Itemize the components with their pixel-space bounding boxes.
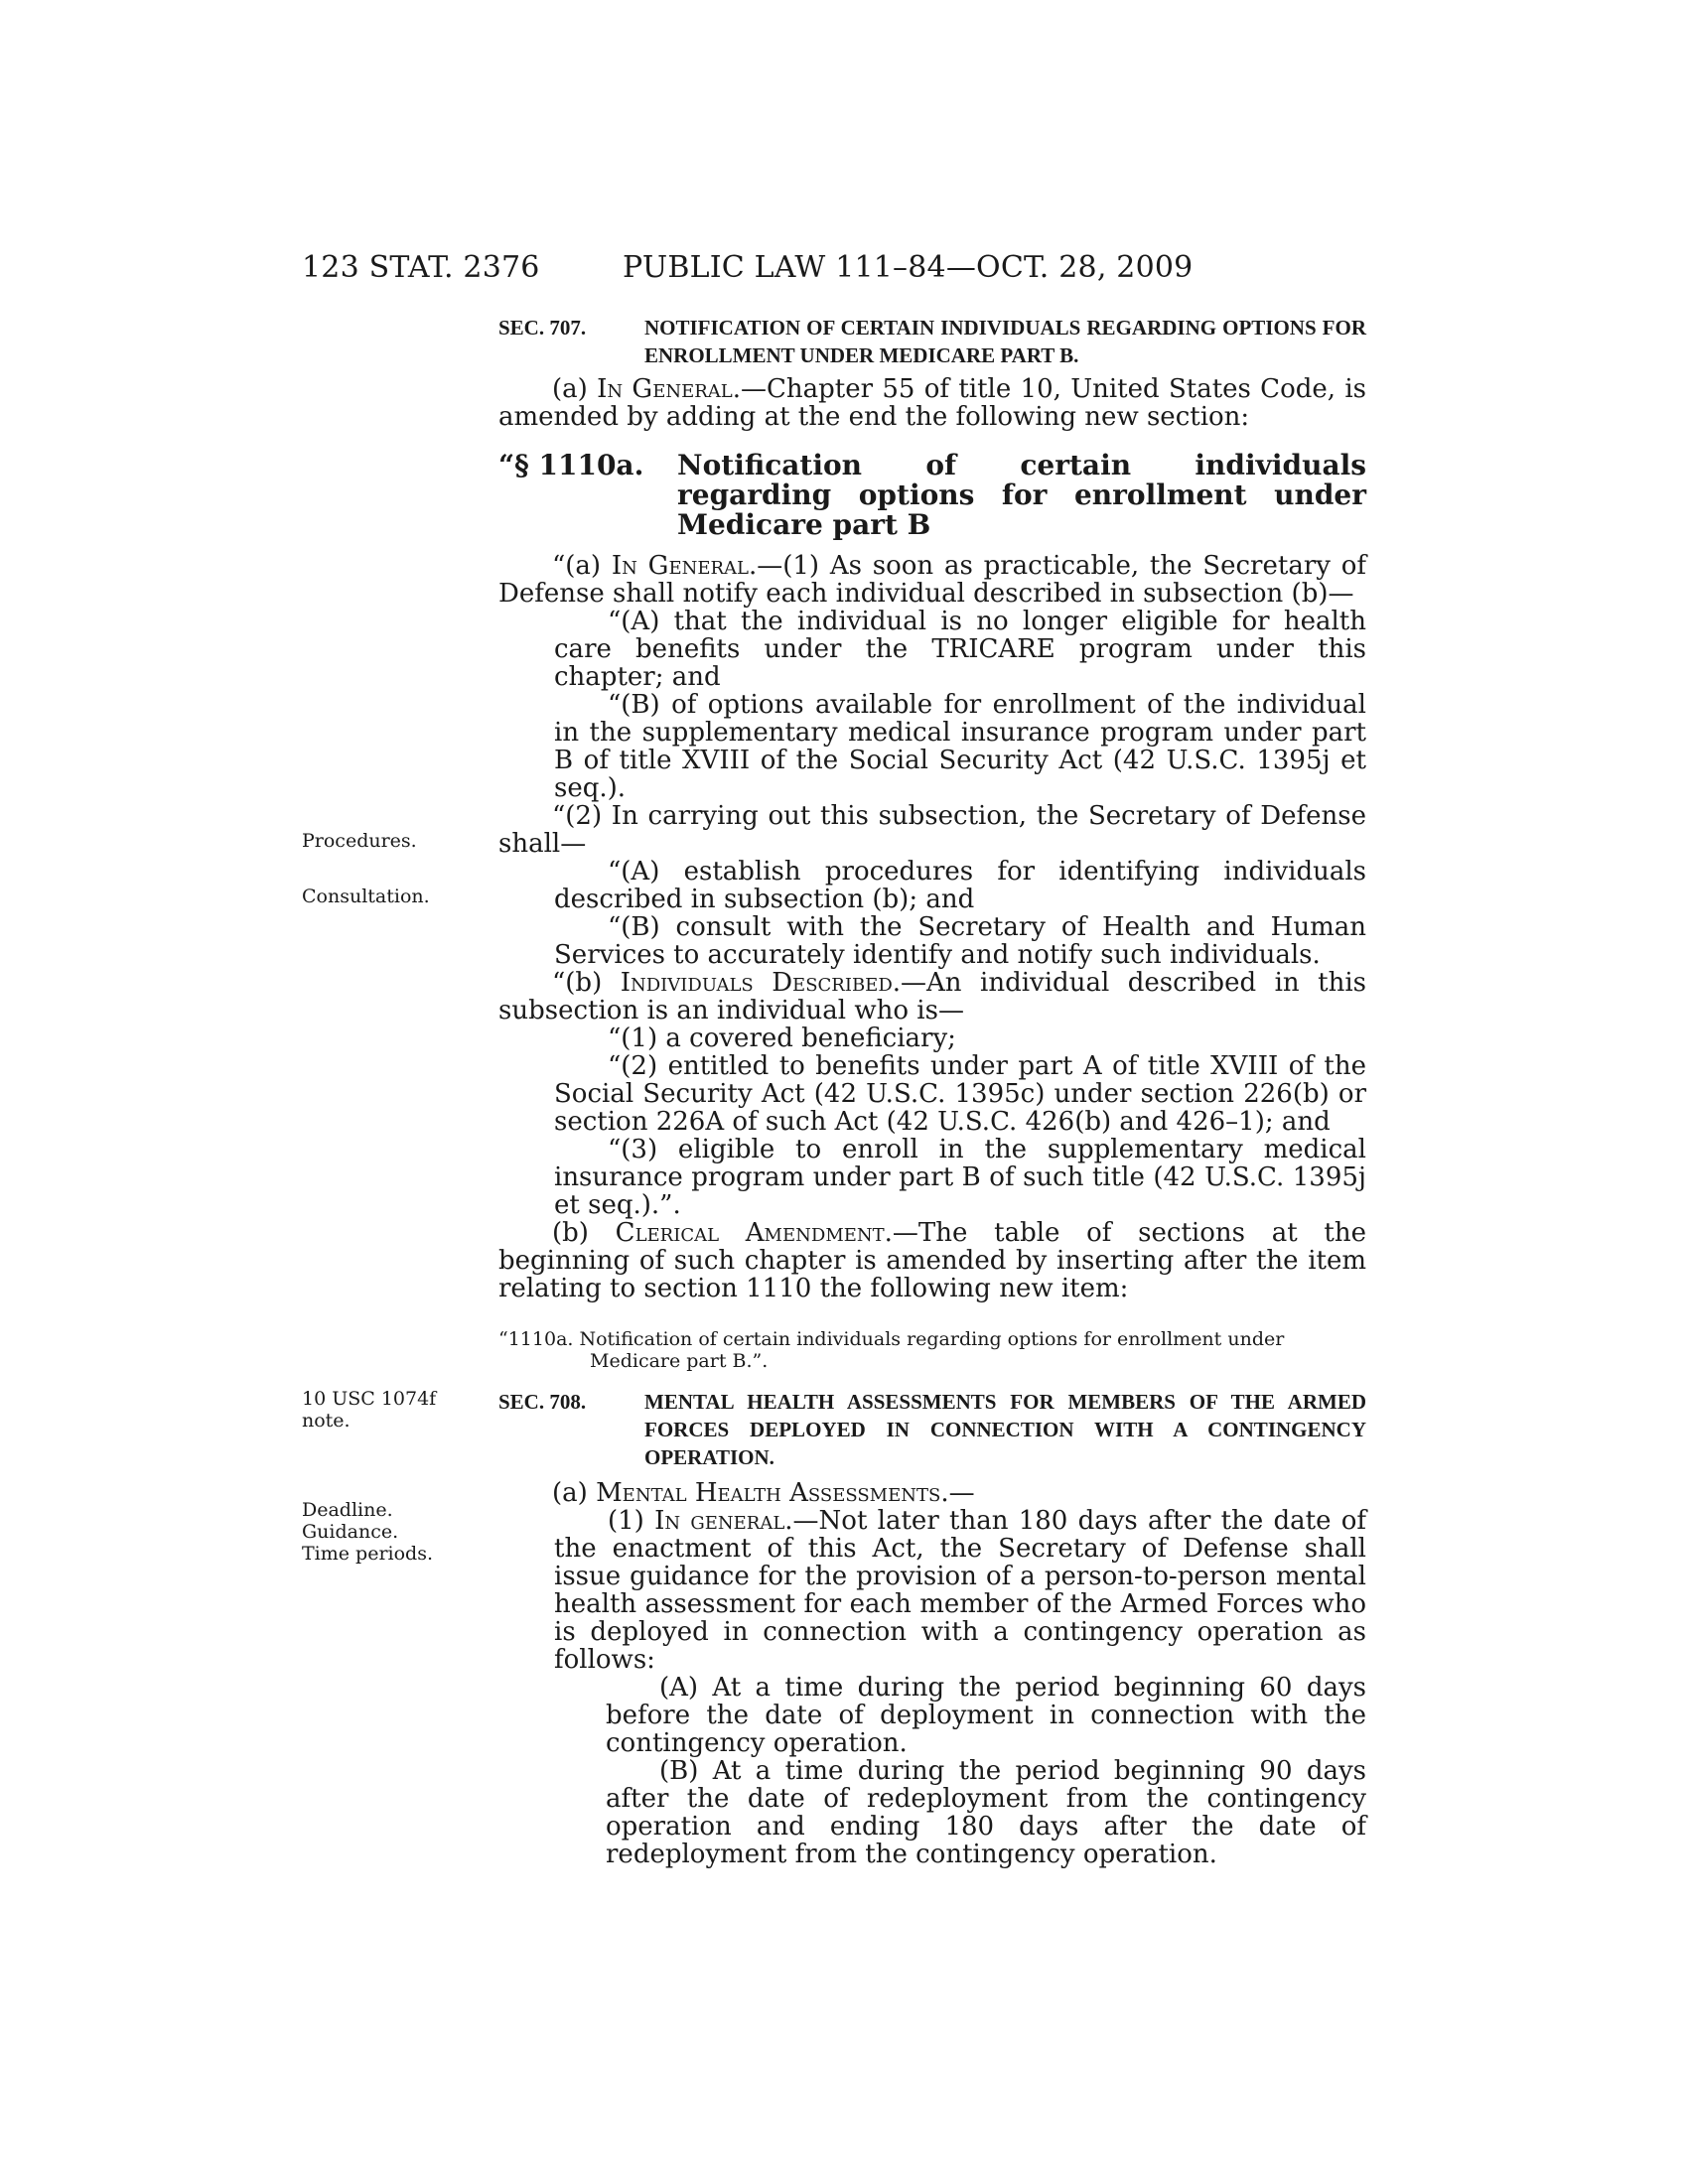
margin-note-guidance: Guidance. (302, 1521, 399, 1543)
margin-note-usc (302, 1388, 436, 1432)
quoted-a-2-B: “(B) consult with the Secretary of Health and Human Services to accurately identify and notify such individuals. (554, 912, 1366, 970)
statute-page-number: 123 STAT. 2376 (302, 250, 540, 285)
section-707-heading: SEC. 707. NOTIFICATION OF CERTAIN INDIVIDUALS REGARDING OPTIONS FOR ENROLLMENT UNDER MEDICARE PART B. (498, 316, 1366, 367)
sec708-a-1: (1) In general.—Not later than 180 days after the date of the enactment of this Act, the Secretary of Defense shall issue guidance for the provision of a person-to-person mental health assessment for each member of the Armed Forces who is deployed in connection with a contingency operation as follows: (554, 1506, 1367, 1675)
margin-note-deadline: Deadline. (302, 1499, 393, 1521)
table-of-sections-item: “1110a. Notification of certain individuals regarding options for enrollment under Medicare part B.”. (498, 1328, 1285, 1372)
section-708-heading: SEC. 708. MENTAL HEALTH ASSESSMENTS FOR MEMBERS OF THE ARMED FORCES DEPLOYED IN CONNECTION WITH A CONTINGENCY OPERATION. (498, 1390, 1366, 1469)
quoted-b-3: “(3) eligible to enroll in the supplementary medical insurance program under part B of such title (42 U.S.C. 1395j et seq.).”. (554, 1135, 1366, 1220)
sec708-a-1-A: (A) At a time during the period beginning 60 days before the date of deployment in connection with the contingency operation. (606, 1673, 1366, 1758)
sec707-b-clerical-amendment: (b) Clerical Amendment.—The table of sections at the beginning of such chapter is amended by inserting after the item relating to section 1110 the following new item: (498, 1218, 1366, 1303)
margin-note-time-periods: Time periods. (302, 1543, 434, 1565)
sec707-a-paragraph: (a) In General.—Chapter 55 of title 10, United States Code, is amended by adding at the end the following new section: (498, 374, 1366, 432)
quoted-b-2: “(2) entitled to benefits under part A of title XVIII of the Social Security Act (42 U.S.C. 1395c) under section 226(b) or section 226A of such Act (42 U.S.C. 426(b) and 426–1); and (554, 1051, 1366, 1137)
new-section-1110a-heading: “§ 1110a. Notification of certain individuals regarding options for enrollment under Medicare part B (498, 449, 1366, 541)
margin-note-consultation: Consultation. (302, 886, 430, 907)
quoted-a-paragraph: “(a) In General.—(1) As soon as practicable, the Secretary of Defense shall notify each individual described in subsection (b)— (498, 551, 1366, 609)
margin-note-usc-line1: 10 USC 1074f (302, 1388, 437, 1410)
margin-note-deadline-group (302, 1499, 433, 1565)
quoted-a-1-A: “(A) that the individual is no longer eligible for health care benefits under the TRICARE program under this chapter; and (554, 607, 1366, 692)
sec708-a-paragraph: (a) Mental Health Assessments.— (552, 1478, 975, 1508)
quoted-a-1-B: “(B) of options available for enrollment of the individual in the supplementary medical insurance program under part B of title XVIII of the Social Security Act (42 U.S.C. 1395j et seq.). (554, 690, 1366, 803)
section-707 (498, 314, 1366, 1372)
margin-note-usc-line2: note. (302, 1410, 351, 1432)
quoted-b-paragraph: “(b) Individuals Described.—An individual described in this subsection is an individual who is— (498, 968, 1366, 1025)
margin-note-procedures: Procedures. (302, 830, 417, 852)
section-708 (498, 1388, 1366, 1868)
sec708-a-1-B: (B) At a time during the period beginning 90 days after the date of redeployment from the contingency operation and ending 180 days after the date of redeployment from the contingency operation. (606, 1756, 1366, 1869)
public-law-header: PUBLIC LAW 111–84—OCT. 28, 2009 (623, 250, 1194, 285)
quoted-a-2: “(2) In carrying out this subsection, the Secretary of Defense shall— (498, 801, 1366, 859)
quoted-a-2-A: “(A) establish procedures for identifying individuals described in subsection (b); and (554, 857, 1366, 914)
quoted-b-1: “(1) a covered beneficiary; (608, 1024, 956, 1053)
